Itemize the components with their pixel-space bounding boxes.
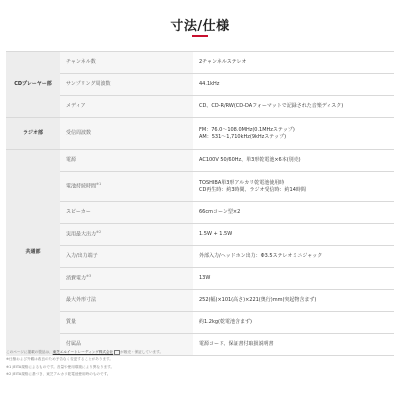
label-consumption [60,268,193,290]
value-power: AC100V 50/60Hz、単3形乾電池×6本(別売) [193,150,394,172]
note-distributor-prefix: このページに掲載の製品は、 [6,350,53,354]
value-channel: 2チャンネルステレオ [193,52,394,74]
table-row [6,246,394,268]
value-battery [193,172,394,202]
table-row [6,202,394,224]
distributor-link[interactable]: 東芝エルイートレーディング株式会社 [52,350,114,354]
label-output [60,224,193,246]
label-accessories: 付属品 [60,334,193,356]
label-battery [60,172,193,202]
section-cd-player: CDプレーヤー部 [6,52,60,118]
value-dimensions: 252(幅)×101(高さ)×221(奥行)mm(突起物含まず) [193,290,394,312]
note-mark-1: ※1 [96,182,102,187]
note-mark-3: ※3 [86,274,92,279]
label-channel: チャンネル数 [60,52,193,74]
spec-table [6,51,394,356]
label-io: 入力/出力端子 [60,246,193,268]
note-distributor-suffix: が販売・保証しています。 [120,350,164,354]
radio-freq-am: AM：531〜1,710kHz(9kHzステップ) [199,133,287,140]
label-weight: 質量 [60,312,193,334]
label-speaker: スピーカー [60,202,193,224]
label-battery-text: 電池持続時間 [66,183,97,190]
note-mark-2: ※2 [96,230,102,235]
table-row [6,268,394,290]
title-underline [192,35,208,37]
value-speaker: 66cmコーン型×2 [193,202,394,224]
table-row [6,172,394,202]
label-media: メディア [60,96,193,118]
label-radio-freq: 受信周波数 [60,118,193,150]
note-spec-change: ※仕様および外観は改良のため予告なく変更することがあります。 [6,357,113,362]
label-sampling: サンプリング周波数 [60,74,193,96]
value-radio-freq [193,118,394,150]
table-row [6,52,394,74]
section-common: 共通部 [6,150,60,356]
battery-hours: CD再生時：約3時間、ラジオ受信時：約14時間 [199,186,306,193]
label-dimensions: 最大外形寸法 [60,290,193,312]
value-accessories: 電源コード、保証書付取扱説明書 [193,334,394,356]
table-row [6,224,394,246]
label-power: 電源 [60,150,193,172]
value-io: 外部入力/ヘッドホン出力：Φ3.5ステレオミニジャック [193,246,394,268]
table-row [6,150,394,172]
value-weight: 約1.2kg(乾電池含まず) [193,312,394,334]
table-row [6,312,394,334]
note-jeita-2: ※2 JEITA規格に基づき、東芝アルカリ乾電池使用時のものです。 [6,372,111,377]
radio-freq-fm: FM：76.0〜108.0MHz(0.1MHzステップ) [199,126,295,133]
label-consumption-text: 消費電力 [66,275,87,282]
value-sampling: 44.1kHz [193,74,394,96]
battery-condition: TOSHIBA単3形アルカリ乾電池使用時 [199,179,285,186]
section-radio: ラジオ部 [6,118,60,150]
footnotes [6,349,394,379]
table-row [6,74,394,96]
page-title: 寸法/仕様 [170,19,230,34]
value-consumption: 13W [193,268,394,290]
label-output-text: 実用最大出力 [66,231,97,238]
table-row [6,290,394,312]
note-jeita-1: ※1 JEITA規格によるものです。音量や使用環境により異なります。 [6,364,115,369]
value-output: 1.5W + 1.5W [193,224,394,246]
table-row [6,96,394,118]
table-row [6,118,394,150]
note-distributor [6,349,394,356]
value-media: CD、CD-R/RW(CD-DAフォーマットで記録された音楽ディスク) [193,96,394,118]
